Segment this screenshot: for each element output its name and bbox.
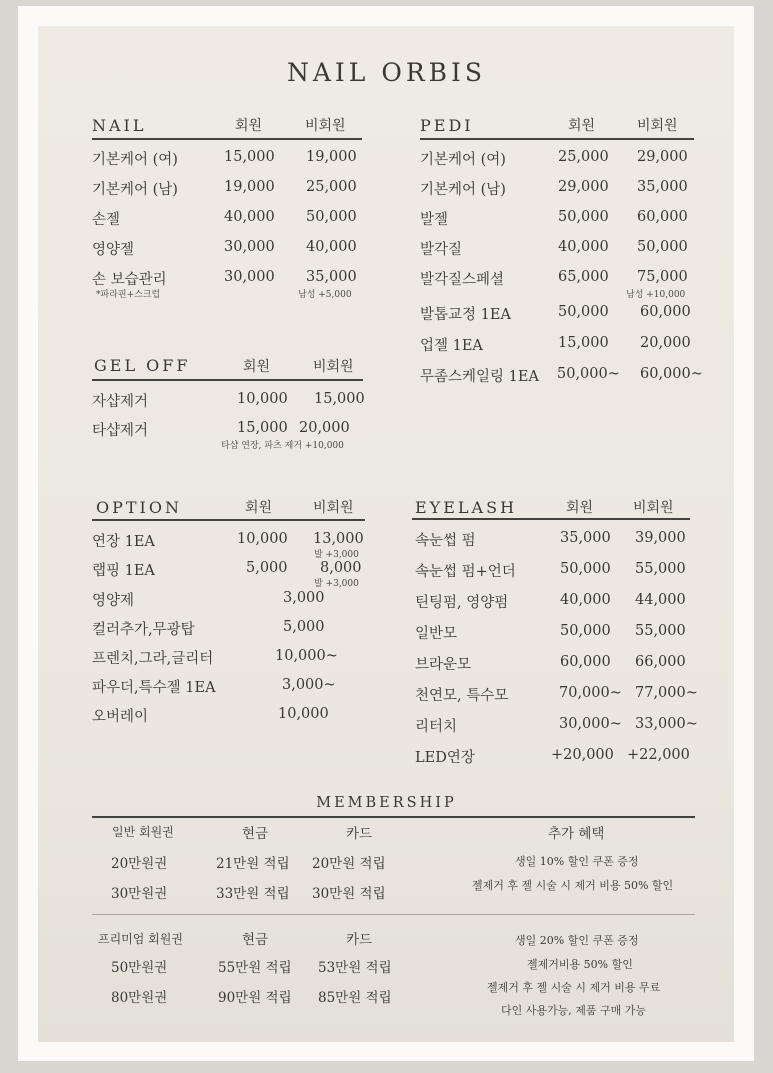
nail-item-name: 영양젤 bbox=[92, 242, 135, 258]
eyelash-item-name: 리터치 bbox=[415, 719, 458, 735]
eyelash-item-nonmember: 39,000 bbox=[635, 530, 686, 546]
option-item-name: 연장 1EA bbox=[92, 534, 155, 550]
nail-item-sub: *파라핀+스크럽 bbox=[96, 290, 161, 300]
option-item-note: 발 +3,000 bbox=[314, 579, 359, 589]
membership-premium-cash: 90만원 적립 bbox=[218, 990, 292, 1006]
option-item-nonmember: 8,000 bbox=[320, 560, 362, 576]
geloff-item-name: 자샵제거 bbox=[92, 394, 149, 410]
eyelash-item-nonmember: 55,000 bbox=[635, 561, 686, 577]
geloff-rule bbox=[92, 379, 363, 381]
pedi-item-nonmember: 20,000 bbox=[640, 335, 691, 351]
pedi-rule bbox=[420, 138, 694, 140]
option-item-name: 파우더,특수젤 1EA bbox=[92, 680, 216, 696]
nail-item-name: 손 보습관리 bbox=[92, 272, 167, 288]
membership-title: MEMBERSHIP bbox=[316, 795, 457, 811]
eyelash-item-member: 35,000 bbox=[560, 530, 611, 546]
pedi-item-nonmember: 29,000 bbox=[637, 149, 688, 165]
pedi-item-nonmember: 60,000 bbox=[640, 304, 691, 320]
membership-premium-amount: 80만원권 bbox=[111, 990, 168, 1006]
pedi-section-title: PEDI bbox=[420, 116, 474, 135]
option-item-price: 3,000~ bbox=[282, 677, 336, 693]
nail-item-name: 기본케어 (남) bbox=[92, 182, 178, 198]
pedi-col-nonmember: 비회원 bbox=[637, 118, 678, 134]
nail-item-nonmember: 19,000 bbox=[306, 149, 357, 165]
nail-item-note: 남성 +5,000 bbox=[298, 290, 352, 300]
eyelash-item-member: 60,000 bbox=[560, 654, 611, 670]
eyelash-item-nonmember: 44,000 bbox=[635, 592, 686, 608]
nail-col-member: 회원 bbox=[235, 118, 263, 134]
option-rule bbox=[92, 519, 365, 521]
pedi-item-member: 50,000 bbox=[558, 209, 609, 225]
membership-rule bbox=[92, 816, 695, 818]
geloff-col-member: 회원 bbox=[243, 359, 271, 375]
nail-item-name: 손젤 bbox=[92, 212, 121, 228]
geloff-item-nonmember: 15,000 bbox=[314, 391, 365, 407]
pedi-item-name: 발톱교정 1EA bbox=[420, 307, 511, 323]
nail-rule bbox=[92, 138, 362, 140]
membership-premium-card: 85만원 적립 bbox=[318, 990, 392, 1006]
option-item-name: 랩핑 1EA bbox=[92, 563, 155, 579]
shop-title: NAIL ORBIS bbox=[286, 58, 487, 87]
membership-premium-amount: 50만원권 bbox=[111, 960, 168, 976]
pedi-item-member: 15,000 bbox=[558, 335, 609, 351]
pedi-item-name: 기본케어 (여) bbox=[420, 152, 506, 168]
option-item-member: 10,000 bbox=[237, 531, 288, 547]
pedi-item-member: 40,000 bbox=[558, 239, 609, 255]
option-item-price: 10,000 bbox=[278, 706, 329, 722]
option-item-name: 오버레이 bbox=[92, 709, 149, 725]
pedi-item-name: 업젤 1EA bbox=[420, 338, 483, 354]
pedi-col-member: 회원 bbox=[568, 118, 596, 134]
eyelash-item-name: 속눈썹 펌 bbox=[415, 533, 476, 549]
eyelash-item-nonmember: 33,000~ bbox=[635, 716, 698, 732]
pedi-item-note: 남성 +10,000 bbox=[626, 290, 686, 300]
option-item-name: 영양제 bbox=[92, 593, 135, 609]
eyelash-col-nonmember: 비회원 bbox=[633, 500, 674, 516]
membership-general-card: 30만원 적립 bbox=[312, 886, 386, 902]
eyelash-rule bbox=[412, 518, 690, 520]
option-section-title: OPTION bbox=[96, 498, 182, 517]
membership-general-col-card: 카드 bbox=[346, 826, 373, 842]
pedi-item-member: 50,000 bbox=[558, 304, 609, 320]
pedi-item-nonmember: 75,000 bbox=[637, 269, 688, 285]
geloff-col-nonmember: 비회원 bbox=[313, 359, 354, 375]
membership-divider bbox=[92, 914, 695, 915]
geloff-item-nonmember: 20,000 bbox=[299, 420, 350, 436]
geloff-item-member: 15,000 bbox=[237, 420, 288, 436]
pedi-item-nonmember: 50,000 bbox=[637, 239, 688, 255]
option-item-price: 5,000 bbox=[283, 619, 325, 635]
geloff-item-name: 타샵제거 bbox=[92, 423, 149, 439]
membership-premium-col-card: 카드 bbox=[346, 932, 373, 948]
nail-section-title: NAIL bbox=[92, 116, 147, 135]
membership-general-cash: 21만원 적립 bbox=[216, 856, 290, 872]
option-item-name: 컬러추가,무광탑 bbox=[92, 622, 195, 638]
pedi-item-member: 65,000 bbox=[558, 269, 609, 285]
eyelash-item-name: 속눈썹 펌+언더 bbox=[415, 564, 516, 580]
eyelash-item-name: 브라운모 bbox=[415, 657, 472, 673]
option-col-member: 회원 bbox=[245, 500, 273, 516]
nail-item-member: 40,000 bbox=[224, 209, 275, 225]
eyelash-item-name: 천연모, 특수모 bbox=[415, 688, 509, 704]
membership-premium-col-cash: 현금 bbox=[242, 932, 269, 948]
eyelash-item-name: 틴팅펌, 영양펌 bbox=[415, 595, 509, 611]
eyelash-item-nonmember: 55,000 bbox=[635, 623, 686, 639]
eyelash-item-member: 50,000 bbox=[560, 561, 611, 577]
eyelash-item-member: +20,000 bbox=[551, 747, 614, 763]
pedi-item-member: 29,000 bbox=[558, 179, 609, 195]
option-col-nonmember: 비회원 bbox=[313, 500, 354, 516]
pedi-item-member: 50,000~ bbox=[557, 366, 620, 382]
membership-general-card: 20만원 적립 bbox=[312, 856, 386, 872]
geloff-item-member: 10,000 bbox=[237, 391, 288, 407]
eyelash-item-member: 70,000~ bbox=[559, 685, 622, 701]
eyelash-item-member: 30,000~ bbox=[559, 716, 622, 732]
nail-item-member: 30,000 bbox=[224, 269, 275, 285]
eyelash-item-member: 40,000 bbox=[560, 592, 611, 608]
option-item-price: 3,000 bbox=[283, 590, 325, 606]
pedi-item-nonmember: 35,000 bbox=[637, 179, 688, 195]
pedi-item-nonmember: 60,000 bbox=[637, 209, 688, 225]
membership-premium-benefit: 젤제거 후 젤 시술 시 제거 비용 무료 bbox=[487, 981, 661, 994]
nail-item-nonmember: 50,000 bbox=[306, 209, 357, 225]
membership-general-amount: 20만원권 bbox=[111, 856, 168, 872]
membership-general-amount: 30만원권 bbox=[111, 886, 168, 902]
nail-item-nonmember: 25,000 bbox=[306, 179, 357, 195]
nail-item-member: 15,000 bbox=[224, 149, 275, 165]
geloff-item-note: 타샵 연장, 파츠 제거 +10,000 bbox=[221, 441, 344, 451]
membership-general-col-cash: 현금 bbox=[242, 826, 269, 842]
option-item-nonmember: 13,000 bbox=[313, 531, 364, 547]
pedi-item-name: 발각질 bbox=[420, 242, 463, 258]
eyelash-item-name: LED연장 bbox=[415, 750, 475, 766]
pedi-item-name: 발젤 bbox=[420, 212, 449, 228]
nail-item-nonmember: 40,000 bbox=[306, 239, 357, 255]
nail-col-nonmember: 비회원 bbox=[305, 118, 346, 134]
membership-premium-benefit: 다인 사용가능, 제품 구매 가능 bbox=[501, 1004, 646, 1017]
option-item-price: 10,000~ bbox=[275, 648, 338, 664]
eyelash-section-title: EYELASH bbox=[415, 498, 518, 517]
eyelash-item-nonmember: 77,000~ bbox=[635, 685, 698, 701]
pedi-item-nonmember: 60,000~ bbox=[640, 366, 703, 382]
membership-premium-card: 53만원 적립 bbox=[318, 960, 392, 976]
membership-premium-label: 프리미엄 회원권 bbox=[98, 932, 183, 946]
membership-general-col-benefit: 추가 혜택 bbox=[548, 826, 605, 842]
membership-general-benefit: 젤제거 후 젤 시술 시 제거 비용 50% 할인 bbox=[472, 879, 674, 892]
membership-premium-benefit: 젤제거비용 50% 할인 bbox=[527, 958, 633, 971]
membership-premium-cash: 55만원 적립 bbox=[218, 960, 292, 976]
eyelash-item-nonmember: 66,000 bbox=[635, 654, 686, 670]
option-item-member: 5,000 bbox=[246, 560, 288, 576]
nail-item-member: 30,000 bbox=[224, 239, 275, 255]
geloff-section-title: GEL OFF bbox=[94, 356, 191, 375]
pedi-item-member: 25,000 bbox=[558, 149, 609, 165]
option-item-note: 발 +3,000 bbox=[314, 550, 359, 560]
pedi-item-name: 무좀스케일링 1EA bbox=[420, 369, 539, 385]
eyelash-item-name: 일반모 bbox=[415, 626, 458, 642]
pedi-item-name: 기본케어 (남) bbox=[420, 182, 506, 198]
nail-item-member: 19,000 bbox=[224, 179, 275, 195]
membership-general-cash: 33만원 적립 bbox=[216, 886, 290, 902]
eyelash-item-nonmember: +22,000 bbox=[627, 747, 690, 763]
membership-general-benefit: 생일 10% 할인 쿠폰 증정 bbox=[515, 855, 639, 868]
option-item-name: 프렌치,그라,글리터 bbox=[92, 651, 214, 667]
eyelash-col-member: 회원 bbox=[566, 500, 594, 516]
membership-premium-benefit: 생일 20% 할인 쿠폰 증정 bbox=[515, 934, 639, 947]
pedi-item-name: 발각질스페셜 bbox=[420, 272, 505, 288]
nail-item-name: 기본케어 (여) bbox=[92, 152, 178, 168]
eyelash-item-member: 50,000 bbox=[560, 623, 611, 639]
nail-item-nonmember: 35,000 bbox=[306, 269, 357, 285]
membership-general-label: 일반 회원권 bbox=[112, 825, 174, 839]
